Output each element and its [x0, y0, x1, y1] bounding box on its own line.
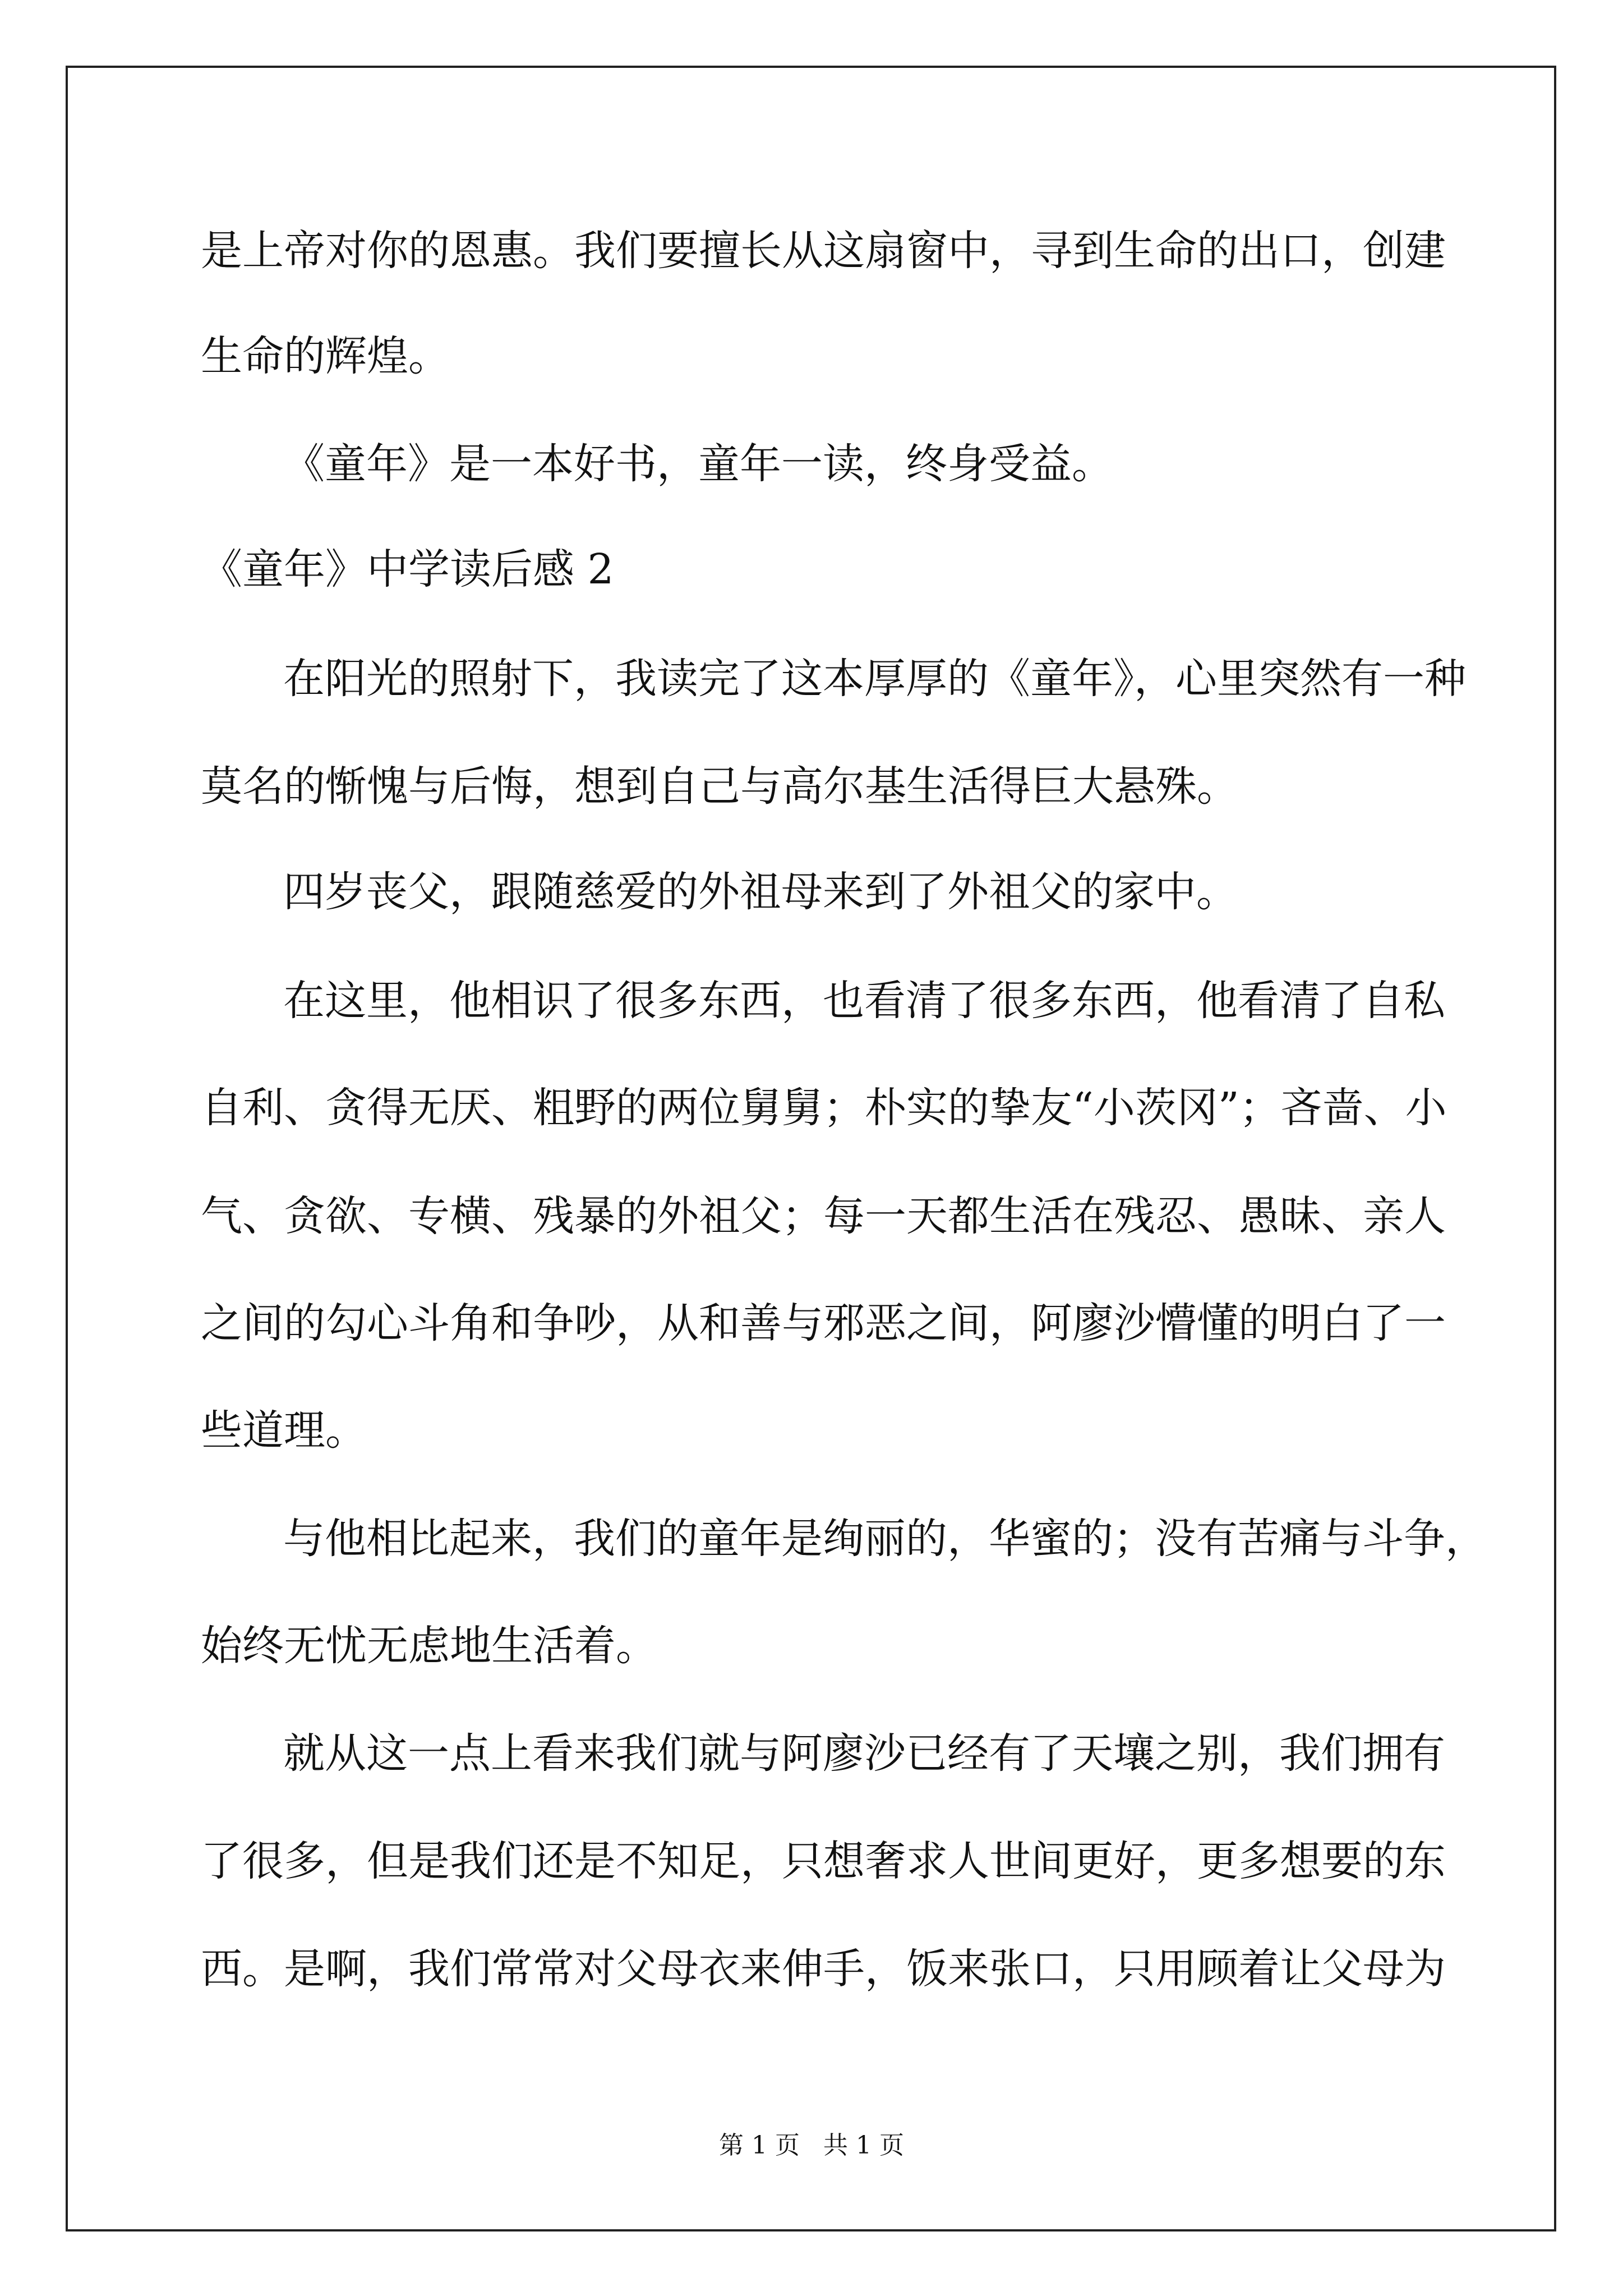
- paragraph-line: 就从这一点上看来我们就与阿廖沙已经有了天壤之别，我们拥有: [283, 1729, 1445, 1778]
- text-line: 自利、贪得无厌、粗野的两位舅舅；朴实的挚友“小茨冈”；吝啬、小: [201, 1084, 1447, 1132]
- text-line: 生命的辉煌。: [201, 332, 450, 380]
- paragraph-line: 与他相比起来，我们的童年是绚丽的，华蜜的；没有苦痛与斗争，: [283, 1515, 1487, 1563]
- text-line: 了很多，但是我们还是不知足，只想奢求人世间更好，更多想要的东: [201, 1837, 1446, 1885]
- text-line: 始终无忧无虑地生活着。: [201, 1622, 657, 1670]
- page-border: [66, 66, 1556, 2231]
- text-line: 是上帝对你的恩惠。我们要擅长从这扇窗中，寻到生命的出口，创建: [201, 227, 1446, 275]
- paragraph-line: 在这里，他相识了很多东西，也看清了很多东西，他看清了自私: [283, 977, 1445, 1025]
- paragraph-line: 在阳光的照射下，我读完了这本厚厚的《童年》，心里突然有一种: [283, 655, 1466, 703]
- paragraph-line: 《童年》是一本好书，童年一读，终身受益。: [283, 440, 1113, 488]
- page-number-footer: 第 1 页 共 1 页: [719, 2131, 904, 2160]
- text-line: 之间的勾心斗角和争吵，从和善与邪恶之间，阿廖沙懵懂的明白了一: [201, 1299, 1446, 1347]
- text-line: 莫名的惭愧与后悔，想到自己与高尔基生活得巨大悬殊。: [201, 762, 1238, 811]
- text-line: 些道理。: [201, 1406, 367, 1455]
- paragraph-line: 四岁丧父，跟随慈爱的外祖母来到了外祖父的家中。: [283, 868, 1238, 916]
- section-heading: 《童年》中学读后感 2: [201, 545, 614, 593]
- text-line: 气、贪欲、专横、残暴的外祖父；每一天都生活在残忍、愚昧、亲人: [201, 1192, 1446, 1240]
- text-line: 西。是啊，我们常常对父母衣来伸手，饭来张口，只用顾着让父母为: [201, 1945, 1446, 1993]
